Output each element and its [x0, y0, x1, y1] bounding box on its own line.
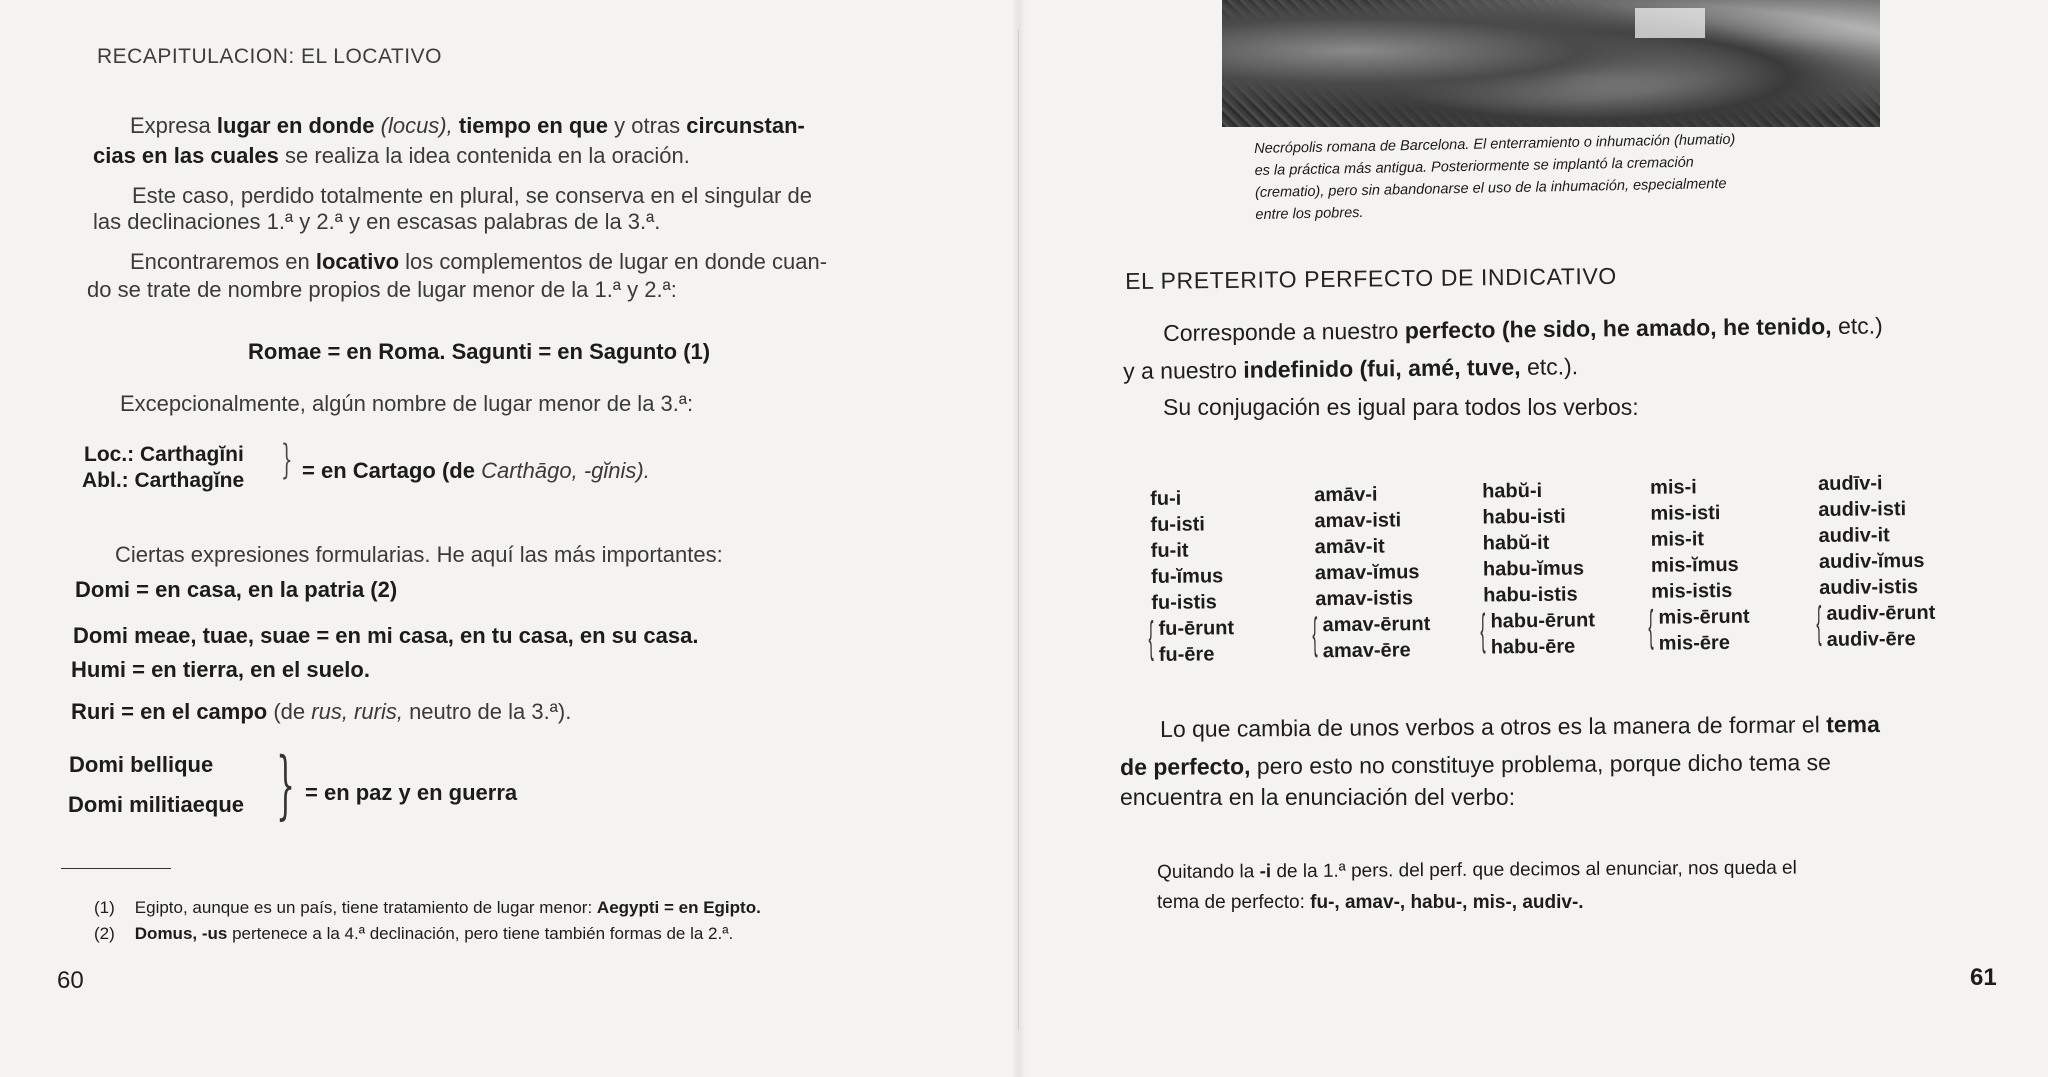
locative-para1-line2	[93, 143, 690, 169]
carthage-locative: Loc.: Carthagĭni	[84, 443, 244, 466]
text-span: circunstan-	[686, 113, 805, 138]
text-span: indefinido (fui, amé, tuve,	[1243, 353, 1521, 383]
conjugation-form: fu-ērunt	[1158, 617, 1235, 640]
expression-ruri	[71, 699, 571, 725]
conjugation-form: amav-istis	[1315, 587, 1414, 611]
text-span: y otras	[608, 113, 687, 138]
conjugation-form: mis-it	[1650, 528, 1705, 551]
carthage-ablative: Abl.: Carthagĭne	[82, 469, 245, 492]
domi-bellique: Domi bellique	[69, 752, 214, 777]
conjugation-column-amo	[1314, 481, 1431, 664]
text-span: lugar en donde	[216, 113, 381, 138]
page-number-left: 60	[57, 967, 84, 994]
left-brace: {	[1148, 612, 1154, 663]
locative-para1-line1	[130, 113, 920, 139]
text-span: etc.)	[1831, 312, 1883, 339]
note-line1	[1157, 856, 1797, 886]
book-gutter	[1012, 0, 1026, 1077]
right-brace: }	[276, 742, 295, 828]
left-brace: {	[1816, 597, 1822, 648]
conjugation-form: fu-istis	[1151, 591, 1217, 614]
text-span: (1)	[94, 898, 115, 917]
photo-caption	[1254, 129, 1737, 226]
text-span: pertenece a la 4.ª declinación, pero tiene también formas de la 2.ª.	[227, 924, 734, 943]
conjugation-form: audiv-it	[1818, 524, 1890, 548]
right-brace: }	[280, 437, 293, 483]
text-span: de perfecto,	[1120, 753, 1251, 780]
text-span: perfecto (he sido, he amado, he tenido,	[1404, 312, 1832, 344]
conjugation-column-mitto	[1650, 474, 1750, 657]
caption-line: entre los pobres.	[1255, 204, 1364, 223]
left-brace: {	[1648, 601, 1654, 651]
paz-guerra-equivalent: = en paz y en guerra	[305, 780, 518, 805]
text-span: locativo	[315, 249, 400, 274]
conjugation-form: mis-istis	[1651, 579, 1733, 603]
conjugation-form: amāv-it	[1314, 535, 1385, 559]
conjugation-form: fu-ĭmus	[1150, 565, 1224, 588]
text-span: pero esto no constituye problema, porque dicho tema se	[1250, 749, 1832, 780]
text-span: -i	[1259, 861, 1272, 883]
note-line2	[1157, 890, 1584, 916]
conjugation-form: amav-isti	[1314, 509, 1402, 533]
conjugation-form: audīv-i	[1817, 472, 1883, 496]
page-number-right: 61	[1970, 964, 1997, 991]
text-span: (locus),	[380, 113, 453, 138]
conjugation-column-sum	[1150, 485, 1234, 668]
conjugation-form: habu-ĭmus	[1482, 557, 1585, 581]
conjugation-form: fu-i	[1150, 487, 1182, 510]
text-span: Expresa	[130, 113, 217, 138]
text-span: tema de perfecto:	[1157, 892, 1311, 913]
conjugation-form: habu-istis	[1483, 583, 1578, 607]
text-span: (de	[267, 699, 312, 724]
text-span: los complementos de lugar en donde cuan-	[399, 249, 828, 274]
expressions-intro: Ciertas expresiones formularias. He aquí las más importantes:	[115, 542, 723, 567]
text-span: Quitando la	[1157, 861, 1260, 883]
perfect-para2: Su conjugación es igual para todos los verbos:	[1163, 394, 1639, 420]
carthage-equivalent	[302, 458, 650, 484]
locative-para3-line2: do se trate de nombre propios de lugar menor de la 1.ª y 2.ª:	[87, 277, 677, 302]
text-span: se realiza la idea contenida en la oración.	[278, 143, 690, 168]
left-brace: {	[1312, 609, 1318, 659]
exception-line: Excepcionalmente, algún nombre de lugar menor de la 3.ª:	[120, 391, 694, 416]
text-span: cias en las cuales	[93, 143, 279, 168]
text-span: Ruri = en el campo	[71, 699, 268, 724]
text-span: de la 1.ª pers. del perf. que decimos al enunciar, nos queda el	[1271, 857, 1797, 883]
expression-humi: Humi = en tierra, en el suelo.	[71, 657, 370, 682]
conjugation-form: habu-ēre	[1490, 635, 1576, 659]
left-brace: {	[1480, 605, 1486, 655]
conjugation-form: habu-isti	[1482, 505, 1566, 529]
conjugation-column-habeo	[1482, 477, 1595, 660]
text-span: tiempo en que	[452, 113, 608, 138]
footnote-1	[94, 898, 761, 918]
footnote-rule	[61, 868, 171, 869]
conjugation-form: audiv-ēre	[1826, 627, 1916, 651]
conjugation-form: habu-ērunt	[1490, 609, 1596, 633]
necropolis-photo	[1222, 0, 1880, 127]
conjugation-form: amāv-i	[1314, 483, 1378, 507]
locative-para3-line1	[130, 249, 827, 275]
locative-para2-line2: las declinaciones 1.ª y 2.ª y en escasas palabras de la 3.ª.	[93, 209, 661, 234]
conjugation-form: fu-ēre	[1158, 643, 1215, 666]
left-section-title: RECAPITULACION: EL LOCATIVO	[97, 45, 442, 68]
text-span: Carthāgo, -gĭnis).	[481, 458, 650, 483]
text-span: = en Cartago (de	[302, 458, 482, 483]
conjugation-form: audiv-istis	[1819, 575, 1919, 599]
domi-militiaeque: Domi militiaeque	[68, 792, 245, 817]
conjugation-form: mis-isti	[1650, 502, 1721, 525]
conjugation-form: fu-it	[1150, 539, 1189, 562]
conjugation-form: habŭ-it	[1482, 531, 1550, 555]
conjugation-column-audio	[1818, 470, 1936, 653]
conjugation-form: amav-ēre	[1322, 639, 1411, 663]
text-span: tema	[1826, 710, 1880, 738]
perfect-para1-line1	[1163, 312, 1883, 346]
conjugation-form: mis-ĭmus	[1650, 553, 1739, 577]
text-span: Domus, -us	[134, 924, 228, 943]
text-span: Lo que cambia de unos verbos a otros es la manera de formar el	[1160, 711, 1827, 742]
perfect-para3-line1	[1160, 711, 1880, 742]
conjugation-form: habŭ-i	[1482, 479, 1543, 503]
conjugation-form: mis-i	[1649, 476, 1697, 499]
conjugation-form: audiv-ērunt	[1826, 601, 1936, 625]
photo-highlight	[1635, 8, 1705, 38]
conjugation-form: audiv-isti	[1818, 498, 1907, 522]
text-span: neutro de la 3.ª).	[402, 699, 572, 724]
conjugation-form: amav-ērunt	[1322, 613, 1431, 637]
text-span: Egipto, aunque es un país, tiene tratamiento de lugar menor:	[134, 898, 597, 917]
perfect-para1-line2	[1123, 353, 1578, 384]
caption-line: (crematio), pero sin abandonarse el uso de la inhumación, especialmente	[1254, 175, 1727, 201]
expression-domi: Domi = en casa, en la patria (2)	[75, 577, 398, 602]
perfect-para3-line3: encuentra en la enunciación del verbo:	[1120, 784, 1516, 810]
text-span: (2)	[94, 924, 115, 943]
conjugation-form: mis-ērunt	[1658, 605, 1750, 629]
locative-para2-line1: Este caso, perdido totalmente en plural, se conserva en el singular de	[132, 183, 812, 208]
text-span: Corresponde a nuestro	[1163, 317, 1405, 346]
expression-domi-meae: Domi meae, tuae, suae = en mi casa, en tu casa, en su casa.	[73, 623, 699, 648]
conjugation-form: amav-ĭmus	[1314, 561, 1420, 585]
text-span: etc.).	[1520, 353, 1579, 380]
conjugation-form: fu-isti	[1150, 513, 1206, 536]
text-span: y a nuestro	[1123, 356, 1244, 384]
text-span: Encontraremos en	[130, 249, 316, 274]
roma-sagunto-example: Romae = en Roma. Sagunti = en Sagunto (1)	[248, 339, 711, 364]
right-section-title: EL PRETERITO PERFECTO DE INDICATIVO	[1125, 262, 1617, 294]
text-span: rus, ruris,	[311, 699, 403, 724]
text-span: Aegypti = en Egipto.	[596, 898, 761, 917]
text-span: fu-, amav-, habu-, mis-, audiv-.	[1310, 892, 1584, 913]
conjugation-form: mis-ēre	[1658, 631, 1731, 655]
caption-line: es la práctica más antigua. Posteriormente se implantó la cremación	[1254, 154, 1694, 179]
conjugation-form: audiv-ĭmus	[1818, 549, 1925, 573]
footnote-2	[94, 924, 733, 944]
perfect-para3-line2	[1120, 749, 1831, 780]
caption-line: Necrópolis romana de Barcelona. El enterramiento o inhumación (humatio)	[1254, 131, 1736, 157]
gutter-line	[1018, 30, 1019, 1030]
